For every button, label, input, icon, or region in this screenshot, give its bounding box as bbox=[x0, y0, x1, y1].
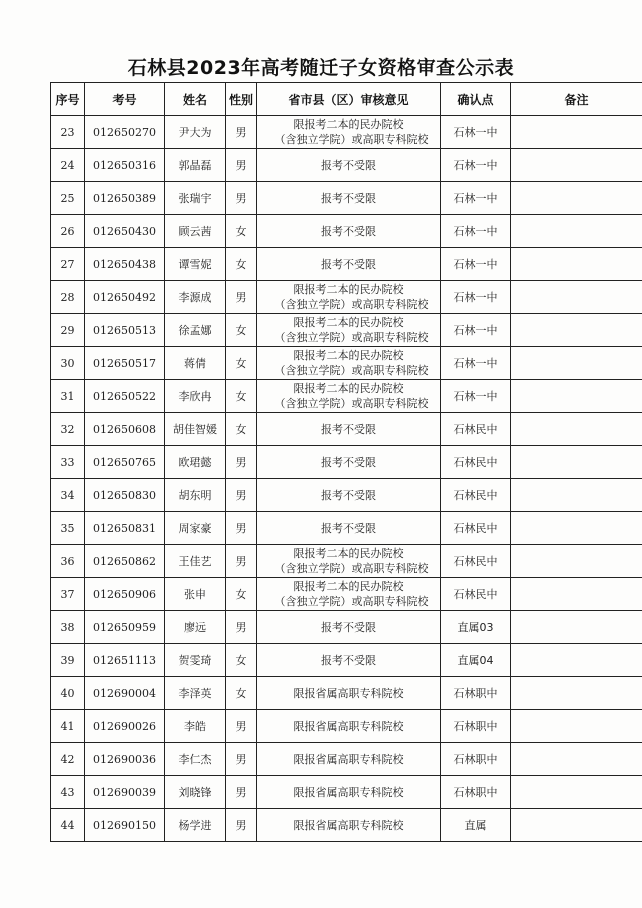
cell-remark bbox=[511, 215, 642, 248]
cell-opinion bbox=[257, 314, 441, 347]
cell-name: 张瑞宇 bbox=[165, 182, 226, 215]
cell-seq: 28 bbox=[51, 281, 85, 314]
cell-remark bbox=[511, 512, 642, 545]
cell-remark bbox=[511, 578, 642, 611]
cell-remark bbox=[511, 479, 642, 512]
cell-gender: 男 bbox=[226, 446, 257, 479]
cell-opinion bbox=[257, 677, 441, 710]
cell-seq: 29 bbox=[51, 314, 85, 347]
cell-name: 胡东明 bbox=[165, 479, 226, 512]
table-row bbox=[51, 314, 642, 347]
cell-confirm: 石林一中 bbox=[441, 380, 511, 413]
cell-exam-no: 012651113 bbox=[85, 644, 165, 677]
table-row bbox=[51, 545, 642, 578]
opinion-line-1: 限报省属高职专科院校 bbox=[293, 752, 404, 766]
cell-remark bbox=[511, 677, 642, 710]
cell-remark bbox=[511, 281, 642, 314]
table-row bbox=[51, 413, 642, 446]
cell-name: 王佳艺 bbox=[165, 545, 226, 578]
cell-gender: 男 bbox=[226, 479, 257, 512]
cell-opinion bbox=[257, 776, 441, 809]
cell-seq: 24 bbox=[51, 149, 85, 182]
cell-gender: 男 bbox=[226, 611, 257, 644]
cell-confirm: 石林职中 bbox=[441, 677, 511, 710]
cell-opinion bbox=[257, 809, 441, 842]
cell-seq: 38 bbox=[51, 611, 85, 644]
opinion-line-1: 限报考二本的民办院校 bbox=[293, 580, 404, 593]
cell-name: 李皓 bbox=[165, 710, 226, 743]
cell-confirm: 直属04 bbox=[441, 644, 511, 677]
cell-confirm: 石林一中 bbox=[441, 215, 511, 248]
cell-gender: 男 bbox=[226, 149, 257, 182]
cell-name: 李仁杰 bbox=[165, 743, 226, 776]
cell-exam-no: 012650862 bbox=[85, 545, 165, 578]
cell-confirm: 石林一中 bbox=[441, 281, 511, 314]
cell-gender: 男 bbox=[226, 281, 257, 314]
cell-exam-no: 012650765 bbox=[85, 446, 165, 479]
cell-confirm: 石林职中 bbox=[441, 776, 511, 809]
cell-exam-no: 012650513 bbox=[85, 314, 165, 347]
cell-opinion bbox=[257, 578, 441, 611]
opinion-line-2: （含独立学院）或高职专科院校 bbox=[274, 331, 429, 344]
cell-exam-no: 012650959 bbox=[85, 611, 165, 644]
table-row bbox=[51, 149, 642, 182]
opinion-line-1: 限报省属高职专科院校 bbox=[293, 719, 404, 733]
cell-seq: 39 bbox=[51, 644, 85, 677]
opinion-line-2: （含独立学院）或高职专科院校 bbox=[274, 364, 429, 377]
cell-remark bbox=[511, 116, 642, 149]
cell-confirm: 石林职中 bbox=[441, 710, 511, 743]
cell-gender: 女 bbox=[226, 677, 257, 710]
cell-confirm: 直属03 bbox=[441, 611, 511, 644]
cell-exam-no: 012650522 bbox=[85, 380, 165, 413]
cell-opinion bbox=[257, 710, 441, 743]
table-row bbox=[51, 743, 642, 776]
cell-seq: 36 bbox=[51, 545, 85, 578]
opinion-line-2: （含独立学院）或高职专科院校 bbox=[274, 397, 429, 410]
cell-opinion bbox=[257, 248, 441, 281]
table-row bbox=[51, 347, 642, 380]
cell-name: 李源成 bbox=[165, 281, 226, 314]
cell-name: 顾云茜 bbox=[165, 215, 226, 248]
opinion-line-1: 报考不受限 bbox=[321, 521, 376, 535]
cell-confirm: 石林一中 bbox=[441, 182, 511, 215]
cell-opinion bbox=[257, 281, 441, 314]
cell-name: 李泽英 bbox=[165, 677, 226, 710]
cell-confirm: 石林一中 bbox=[441, 314, 511, 347]
cell-gender: 男 bbox=[226, 809, 257, 842]
cell-exam-no: 012650906 bbox=[85, 578, 165, 611]
opinion-line-1: 报考不受限 bbox=[321, 653, 376, 667]
opinion-line-2: （含独立学院）或高职专科院校 bbox=[274, 298, 429, 311]
header-exam-no: 考号 bbox=[85, 83, 165, 116]
opinion-line-1: 限报省属高职专科院校 bbox=[293, 785, 404, 799]
cell-confirm: 石林民中 bbox=[441, 512, 511, 545]
cell-gender: 男 bbox=[226, 710, 257, 743]
cell-gender: 女 bbox=[226, 248, 257, 281]
cell-gender: 女 bbox=[226, 578, 257, 611]
opinion-line-1: 报考不受限 bbox=[321, 455, 376, 469]
table-row bbox=[51, 182, 642, 215]
table-row bbox=[51, 215, 642, 248]
cell-seq: 26 bbox=[51, 215, 85, 248]
cell-seq: 25 bbox=[51, 182, 85, 215]
cell-opinion bbox=[257, 413, 441, 446]
cell-gender: 女 bbox=[226, 215, 257, 248]
cell-exam-no: 012650430 bbox=[85, 215, 165, 248]
cell-gender: 男 bbox=[226, 182, 257, 215]
cell-opinion bbox=[257, 380, 441, 413]
cell-remark bbox=[511, 248, 642, 281]
cell-exam-no: 012690036 bbox=[85, 743, 165, 776]
cell-exam-no: 012690004 bbox=[85, 677, 165, 710]
cell-seq: 27 bbox=[51, 248, 85, 281]
header-remark: 备注 bbox=[511, 83, 642, 116]
cell-confirm: 石林民中 bbox=[441, 479, 511, 512]
table-row bbox=[51, 578, 642, 611]
cell-remark bbox=[511, 743, 642, 776]
table-row bbox=[51, 776, 642, 809]
cell-seq: 37 bbox=[51, 578, 85, 611]
cell-seq: 34 bbox=[51, 479, 85, 512]
cell-name: 尹大为 bbox=[165, 116, 226, 149]
header-seq: 序号 bbox=[51, 83, 85, 116]
cell-gender: 女 bbox=[226, 380, 257, 413]
opinion-line-1: 报考不受限 bbox=[321, 257, 376, 271]
header-confirm: 确认点 bbox=[441, 83, 511, 116]
cell-remark bbox=[511, 611, 642, 644]
cell-name: 徐孟娜 bbox=[165, 314, 226, 347]
cell-remark bbox=[511, 545, 642, 578]
table-row bbox=[51, 116, 642, 149]
cell-name: 刘晓锋 bbox=[165, 776, 226, 809]
cell-exam-no: 012650517 bbox=[85, 347, 165, 380]
cell-remark bbox=[511, 314, 642, 347]
cell-seq: 23 bbox=[51, 116, 85, 149]
opinion-line-1: 限报省属高职专科院校 bbox=[293, 818, 404, 832]
cell-name: 欧珺懿 bbox=[165, 446, 226, 479]
cell-name: 张申 bbox=[165, 578, 226, 611]
cell-gender: 男 bbox=[226, 116, 257, 149]
cell-gender: 女 bbox=[226, 347, 257, 380]
opinion-line-1: 限报考二本的民办院校 bbox=[293, 547, 404, 560]
table-row bbox=[51, 479, 642, 512]
opinion-line-1: 报考不受限 bbox=[321, 488, 376, 502]
cell-confirm: 直属 bbox=[441, 809, 511, 842]
cell-seq: 35 bbox=[51, 512, 85, 545]
cell-exam-no: 012650831 bbox=[85, 512, 165, 545]
cell-opinion bbox=[257, 215, 441, 248]
cell-name: 郭晶磊 bbox=[165, 149, 226, 182]
cell-opinion bbox=[257, 644, 441, 677]
cell-remark bbox=[511, 446, 642, 479]
cell-opinion bbox=[257, 347, 441, 380]
opinion-line-2: （含独立学院）或高职专科院校 bbox=[274, 133, 429, 146]
table-row bbox=[51, 446, 642, 479]
cell-confirm: 石林民中 bbox=[441, 578, 511, 611]
table-row bbox=[51, 248, 642, 281]
cell-exam-no: 012650608 bbox=[85, 413, 165, 446]
cell-seq: 41 bbox=[51, 710, 85, 743]
opinion-line-1: 报考不受限 bbox=[321, 422, 376, 436]
cell-remark bbox=[511, 182, 642, 215]
opinion-line-1: 报考不受限 bbox=[321, 191, 376, 205]
cell-gender: 女 bbox=[226, 413, 257, 446]
cell-seq: 44 bbox=[51, 809, 85, 842]
document-title: 石林县2023年高考随迁子女资格审查公示表 bbox=[127, 57, 515, 79]
header-name: 姓名 bbox=[165, 83, 226, 116]
cell-exam-no: 012690026 bbox=[85, 710, 165, 743]
cell-confirm: 石林职中 bbox=[441, 743, 511, 776]
cell-remark bbox=[511, 644, 642, 677]
cell-confirm: 石林一中 bbox=[441, 116, 511, 149]
cell-exam-no: 012690039 bbox=[85, 776, 165, 809]
cell-opinion bbox=[257, 743, 441, 776]
opinion-line-1: 限报考二本的民办院校 bbox=[293, 316, 404, 329]
header-row bbox=[51, 83, 642, 116]
cell-remark bbox=[511, 809, 642, 842]
cell-exam-no: 012650316 bbox=[85, 149, 165, 182]
cell-seq: 31 bbox=[51, 380, 85, 413]
opinion-line-1: 限报考二本的民办院校 bbox=[293, 118, 404, 131]
cell-opinion bbox=[257, 611, 441, 644]
header-gender: 性别 bbox=[226, 83, 257, 116]
cell-opinion bbox=[257, 182, 441, 215]
cell-confirm: 石林一中 bbox=[441, 149, 511, 182]
opinion-line-2: （含独立学院）或高职专科院校 bbox=[274, 562, 429, 575]
opinion-line-1: 限报考二本的民办院校 bbox=[293, 382, 404, 395]
cell-name: 周家豪 bbox=[165, 512, 226, 545]
cell-gender: 男 bbox=[226, 512, 257, 545]
cell-seq: 30 bbox=[51, 347, 85, 380]
cell-confirm: 石林民中 bbox=[441, 545, 511, 578]
eligibility-table bbox=[50, 82, 642, 842]
cell-seq: 42 bbox=[51, 743, 85, 776]
table-row bbox=[51, 710, 642, 743]
cell-gender: 男 bbox=[226, 776, 257, 809]
opinion-line-2: （含独立学院）或高职专科院校 bbox=[274, 595, 429, 608]
cell-confirm: 石林民中 bbox=[441, 413, 511, 446]
table-row bbox=[51, 644, 642, 677]
cell-seq: 32 bbox=[51, 413, 85, 446]
cell-gender: 女 bbox=[226, 644, 257, 677]
cell-opinion bbox=[257, 545, 441, 578]
table-row bbox=[51, 380, 642, 413]
opinion-line-1: 报考不受限 bbox=[321, 620, 376, 634]
opinion-line-1: 限报考二本的民办院校 bbox=[293, 349, 404, 362]
cell-opinion bbox=[257, 116, 441, 149]
cell-seq: 40 bbox=[51, 677, 85, 710]
cell-seq: 43 bbox=[51, 776, 85, 809]
cell-name: 廖远 bbox=[165, 611, 226, 644]
cell-opinion bbox=[257, 149, 441, 182]
cell-remark bbox=[511, 347, 642, 380]
cell-remark bbox=[511, 380, 642, 413]
cell-remark bbox=[511, 413, 642, 446]
cell-name: 胡佳智媛 bbox=[165, 413, 226, 446]
cell-remark bbox=[511, 149, 642, 182]
header-opinion: 省市县（区）审核意见 bbox=[257, 83, 441, 116]
cell-name: 杨学进 bbox=[165, 809, 226, 842]
opinion-line-1: 限报考二本的民办院校 bbox=[293, 283, 404, 296]
cell-opinion bbox=[257, 446, 441, 479]
cell-name: 蒋倩 bbox=[165, 347, 226, 380]
cell-exam-no: 012690150 bbox=[85, 809, 165, 842]
cell-confirm: 石林民中 bbox=[441, 446, 511, 479]
cell-name: 谭雪妮 bbox=[165, 248, 226, 281]
cell-name: 李欣冉 bbox=[165, 380, 226, 413]
cell-remark bbox=[511, 710, 642, 743]
cell-exam-no: 012650389 bbox=[85, 182, 165, 215]
cell-exam-no: 012650438 bbox=[85, 248, 165, 281]
table-body bbox=[51, 116, 642, 842]
table-row bbox=[51, 611, 642, 644]
opinion-line-1: 报考不受限 bbox=[321, 158, 376, 172]
table-row bbox=[51, 512, 642, 545]
table-row bbox=[51, 809, 642, 842]
cell-opinion bbox=[257, 512, 441, 545]
cell-exam-no: 012650830 bbox=[85, 479, 165, 512]
cell-confirm: 石林一中 bbox=[441, 347, 511, 380]
cell-confirm: 石林一中 bbox=[441, 248, 511, 281]
cell-gender: 男 bbox=[226, 743, 257, 776]
cell-name: 贺雯琦 bbox=[165, 644, 226, 677]
cell-opinion bbox=[257, 479, 441, 512]
opinion-line-1: 报考不受限 bbox=[321, 224, 376, 238]
cell-exam-no: 012650492 bbox=[85, 281, 165, 314]
cell-gender: 男 bbox=[226, 545, 257, 578]
opinion-line-1: 限报省属高职专科院校 bbox=[293, 686, 404, 700]
cell-gender: 女 bbox=[226, 314, 257, 347]
table-row bbox=[51, 677, 642, 710]
cell-remark bbox=[511, 776, 642, 809]
table-row bbox=[51, 281, 642, 314]
cell-seq: 33 bbox=[51, 446, 85, 479]
cell-exam-no: 012650270 bbox=[85, 116, 165, 149]
